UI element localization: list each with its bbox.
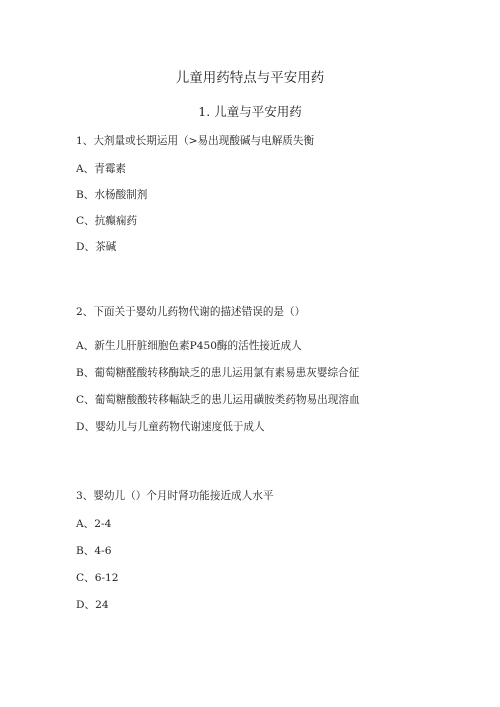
question-2-option-d: D、婴幼儿与儿童药物代谢速度低于成人 [76,421,265,433]
question-1-option-d: D、茶碱 [76,241,117,253]
question-1-stem: 1、大剂量或长期运用（>易出现酸碱与电解质失衡 [76,135,315,147]
question-1-option-a: A、青霉素 [76,163,127,175]
question-1-option-c: C、抗癫痫药 [76,215,138,227]
question-3-option-a: A、2-4 [76,518,112,530]
question-1-option-b: B、水杨酸制剂 [76,189,148,201]
question-3-option-b: B、4-6 [76,545,112,557]
question-3-option-d: D、24 [76,599,109,611]
question-2-option-a: A、新生儿肝脏细胞色素P450酶的活性接近成人 [76,340,302,352]
question-3-option-c: C、6-12 [76,572,119,584]
question-2-stem: 2、下面关于婴幼儿药物代谢的描述错误的是（） [76,306,306,318]
question-3-stem: 3、婴幼儿（）个月时肾功能接近成人水平 [76,490,274,502]
question-2-option-b: B、葡萄糖醛酸转移酶缺乏的患儿运用氯有素易患灰婴综合征 [76,367,360,379]
document-title: 儿童用药特点与平安用药 [175,70,325,86]
question-2-option-c: C、葡萄糖酸酸转移輻缺乏的患儿运用磺胺类药物易出现溶血 [76,394,360,406]
section-title: 1. 儿童与平安用药 [198,104,302,119]
